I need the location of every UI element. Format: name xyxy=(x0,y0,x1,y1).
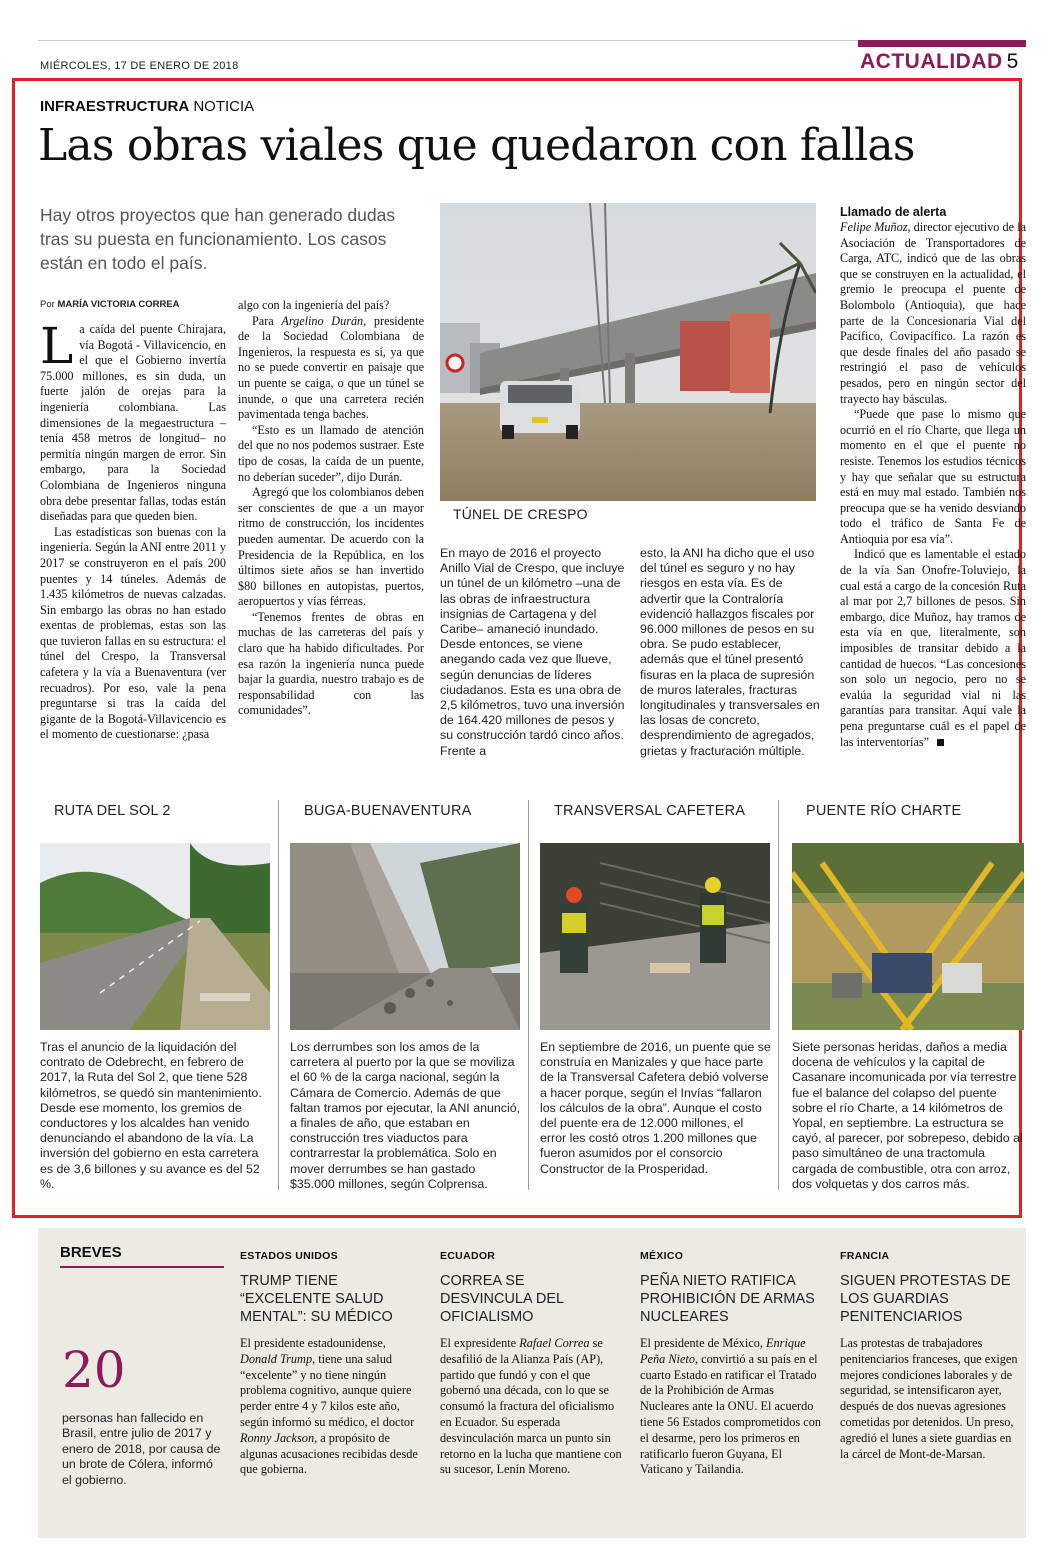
brief-country-mexico: MÉXICO xyxy=(640,1250,684,1262)
breves-underline xyxy=(60,1266,224,1268)
brief-body-usa xyxy=(240,1336,422,1478)
brief-text: , a propósito de algunas acusaciones recibidas desde que gobierna. xyxy=(240,1430,418,1477)
issue-date: MIÉRCOLES, 17 DE ENERO DE 2018 xyxy=(40,60,239,72)
brief-text: , convirtió a su país en el cuarto Estado en ratificar el Tratado de la Prohibición de Armas Nucleares ante la ONU. El acuerdo tiene 56 Estados comprometidos con el desarme, pero los primeros en ratificarlo fueron Guyana, El Vaticano y Tailandia. xyxy=(640,1351,822,1477)
drop-cap: L xyxy=(40,317,74,375)
article-kicker xyxy=(40,98,254,115)
box-text-rio-charte: Siete personas heridas, daños a media docena de vehículos y la capital de Casanare incomunicada por vía terrestre fue el balance del colapso del puente sobre el río Charte, a 14 kilómetros de Yopal, en septiembre. La estructura se cayó, al parecer, por sobrepeso, debido al paso simultáneo de una tractomula cargada de combustible, otra con arroz, dos volquetas y dos carros más. xyxy=(792,1040,1023,1191)
kicker-topic: INFRAESTRUCTURA xyxy=(40,98,190,115)
byline-prefix: Por xyxy=(40,299,58,310)
brief-person: Enrique Peña Nieto xyxy=(640,1336,806,1366)
alert-paragraph xyxy=(840,220,1026,407)
tunnel-photo xyxy=(440,203,816,501)
box-text-transversal: En septiembre de 2016, un puente que se construía en Manizales y que hace parte de la Transversal Cafetera debió volverse a hacer porque, según el Invías “fallaron los cálculos de la obra”. Aunque el costo del puente era de 12.000 millones, el error les costó otros 1.200 millones que fueron asumidos por el consorcio Constructor de la Prosperidad. xyxy=(540,1040,771,1176)
paragraph-text: , director ejecutivo de la Asociación de Transportadores de Carga, ATC, indicó que de las obras que se construyen en la actualidad, el gremio le preocupa el puente de Bolombolo (Antioquia), que hace parte de la Concesionaria Vial del Pacífico, Covipacífico. La razón es que desde finales del año pasado se restringió el paso de vehículos pesados, pero en ningún sector del trayecto hay básculas. xyxy=(840,220,1026,406)
transversal-photo xyxy=(540,843,770,1030)
brief-title-mexico: PEÑA NIETO RATIFICA PROHIBICIÓN DE ARMAS NUCLEARES xyxy=(640,1273,815,1325)
section-name: ACTUALIDAD xyxy=(860,50,1003,73)
rio-charte-photo xyxy=(792,843,1024,1030)
article-column-1 xyxy=(40,317,226,743)
article-paragraph xyxy=(238,314,424,423)
brief-title-ecuador: CORREA SE DESVINCULA DEL OFICIALISMO xyxy=(440,1273,564,1325)
breves-big-number: 20 xyxy=(62,1341,126,1399)
brief-country-usa: ESTADOS UNIDOS xyxy=(240,1250,338,1262)
section-tab-bar xyxy=(858,40,1026,47)
paragraph-text: Indicó que es lamentable el estado de la vía San Onofre-Toluviejo, la cual está a cargo de la concesión Ruta al mar por 2,7 billones de pesos. Sin embargo, dice Muñoz, hay tramos de esta vía en que, literalmente, son imposibles de transitar debido a la cantidad de huecos. “Las concesiones son solo un negocio, pero no se evalúa la seguridad vial ni las garantías para transitar. Aquí vale la pena preguntarse cuál es el papel de las interventorías” xyxy=(840,547,1026,749)
brief-country-francia: FRANCIA xyxy=(840,1250,890,1262)
box-text-ruta-del-sol: Tras el anuncio de la liquidación del contrato de Odebrecht, en febrero de 2017, la Ruta del Sol 2, que tiene 528 kilómetros, se quedó sin mantenimiento. Desde ese momento, los gremios de conductores y los alcaldes han venido denunciando el abandono de la vía. La inversión del gobierno en esta carretera es de 3,6 billones y su avance es del 52 %. xyxy=(40,1040,262,1191)
article-paragraph: “Tenemos frentes de obras en muchas de las carreteras del país y claro que ha habido dificultades. Por esa razón la ingeniería nunca puede bajar la guardia, nuestro trabajo es de responsabilidad con las comunidades”. xyxy=(238,609,424,718)
byline xyxy=(40,299,180,310)
article-paragraph: Agregó que los colombianos deben ser conscientes de que a un mayor ritmo de construcción, los incidentes pueden aumentar. De acuerdo con la Presidencia de la República, en los últimos siete años se han invertido $80 billones en autopistas, puertos, aeropuertos y vías férreas. xyxy=(238,485,424,609)
brief-person: Ronny Jackson xyxy=(240,1430,315,1445)
quoted-person: Argelino Durán xyxy=(281,313,364,328)
box-text-buga: Los derrumbes son los amos de la carretera al puerto por la que se moviliza el 60 % de la carga nacional, según la Cámara de Comercio. Además de que faltan tramos por ejecutar, la ANI anunció, a finales de año, que estaban en construcción tres viaductos para contrarrestar la problemática. Solo en mover derrumbes se han gastado $35.000 millones, según Colprensa. xyxy=(290,1040,521,1191)
brief-person: Donald Trump xyxy=(240,1351,313,1366)
alert-heading: Llamado de alerta xyxy=(840,205,947,219)
end-mark-icon xyxy=(937,739,944,746)
kicker-type: NOTICIA xyxy=(189,98,255,115)
article-paragraph: algo con la ingeniería del país? xyxy=(238,298,390,312)
brief-person: Rafael Correa xyxy=(519,1336,590,1350)
section-header xyxy=(860,50,1019,74)
brief-text: El expresidente xyxy=(440,1336,520,1350)
alert-column xyxy=(840,220,1026,750)
article-paragraph: Las estadísticas son buenas con la ingeniería. Según la ANI entre 2011 y 2017 se construyeron en el país 200 puentes y 14 túneles. Además de 1.435 kilómetros de nuevas calzadas. Sin embargo las obras no han estado exentas de problemas, estas son las que tuvieron fallas en su estructura: el túnel del Crespo, la Transversal cafetera y la vía a Buenaventura (ver recuadros). Por eso, vale la pena preguntarse si tras la caída del gigante de la Bogotá-Villavicencio es el momento de cuestionarse: ¿pasa xyxy=(40,524,226,742)
tunnel-column-a: En mayo de 2016 el proyecto Anillo Vial de Crespo, que incluye un túnel de un kilómetro –una de las obras de infraestructura insignias de Cartagena y del Caribe– amaneció inundado. Desde entonces, se viene anegando cada vez que llueve, según denuncias de líderes ciudadanos. Esta es una obra de 2,5 kilómetros, tuvo una inversión de 164.420 millones de pesos y su construcción tardó cinco años. Frente a xyxy=(440,546,625,758)
box-title-rio-charte: PUENTE RÍO CHARTE xyxy=(806,803,962,819)
brief-body-francia: Las protestas de trabajadores penitenciarios franceses, que exigen mejores condiciones laborales y de seguridad, se intensificaron ayer, después de dos nuevas agresiones cometidas por detenidos. Un preso, agredió el lunes a siete guardias en la cárcel de Mont-de-Marsan. xyxy=(840,1336,1018,1461)
buga-photo xyxy=(290,843,520,1030)
box-title-ruta-del-sol: RUTA DEL SOL 2 xyxy=(54,803,171,819)
brief-text: El presidente estadounidense, xyxy=(240,1336,386,1350)
box-title-buga: BUGA-BUENAVENTURA xyxy=(304,803,472,819)
brief-text: , tiene una salud “excelente” y no tiene ningún problema cognitivo, aunque quiere perder entre 4 y 7 kilos este año, según informó su médico, el doctor xyxy=(240,1351,415,1429)
box-divider xyxy=(278,800,279,1190)
brief-text: se desafilió de la Alianza País (AP), partido que fundó y con el que gobernó una década, con lo que se consumó la fractura del oficialismo en Ecuador. Su esperada desvinculación marca un punto sin retorno en la lucha que mantiene con su sucesor, Lenín Moreno. xyxy=(440,1336,622,1477)
box-title-transversal: TRANSVERSAL CAFETERA xyxy=(554,803,746,819)
alert-paragraph xyxy=(840,547,1026,750)
tunnel-column-b: esto, la ANI ha dicho que el uso del túnel es seguro y no hay riesgos en esta vía. Es de advertir que la Contraloría evidenció hallazgos fiscales por 96.000 millones de pesos en su obra. Se pudo establecer, además que el túnel presentó fisuras en la placa de supresión de muros laterales, fracturas longitudinales y transversales en las losas de concreto, desprendimiento de agregados, grietas y fracturación múltiple. xyxy=(640,546,820,758)
paragraph-text: a caída del puente Chirajara, vía Bogotá - Villavicencio, en el que el Gobierno invertía 75.000 millones, es sin duda, un fuerte jalón de orejas para la ingeniería colombiana. Las dimensiones de la megaestructura –tenía 458 metros de longitud– no permitía ningún margen de error. Sin embargo, para la Sociedad Colombiana de Ingenieros ninguna obra debe presentar fallas, todas están diseñadas para que queden bien. xyxy=(40,322,226,524)
article-paragraph xyxy=(40,317,226,525)
page-number: 5 xyxy=(1006,50,1019,73)
brief-country-ecuador: ECUADOR xyxy=(440,1250,496,1262)
paragraph-text: , presidente de la Sociedad Colombiana de Ingenieros, la respuesta es sí, ya que no se puede convertir en paisaje que un puente se caiga, o que un túnel se inunde, o que una carretera recién pavimentada tenga baches. xyxy=(238,313,424,422)
breves-label: BREVES xyxy=(60,1244,122,1261)
quoted-person: Felipe Muñoz xyxy=(840,220,908,234)
article-headline: Las obras viales que quedaron con fallas xyxy=(38,120,915,171)
ruta-del-sol-photo xyxy=(40,843,270,1030)
brief-title-usa: TRUMP TIENE “EXCELENTE SALUD MENTAL”: SU MÉDICO xyxy=(240,1273,393,1325)
paragraph-text: Para xyxy=(252,313,282,328)
tunnel-caption: TÚNEL DE CRESPO xyxy=(453,506,588,522)
article-dek: Hay otros proyectos que han generado dudas tras su puesta en funcionamiento. Los casos están en todo el país. xyxy=(40,205,396,273)
article-paragraph: “Esto es un llamado de atención del que no nos podemos sustraer. Este tipo de cosas, la caída de un puente, no deberían suceder”, dijo Durán. xyxy=(238,422,424,484)
breves-number-text: personas han fallecido en Brasil, entre julio de 2017 y enero de 2018, por causa de un brote de Cólera, informó el gobierno. xyxy=(62,1411,221,1487)
brief-body-ecuador xyxy=(440,1336,622,1478)
box-divider xyxy=(528,800,529,1190)
brief-body-mexico xyxy=(640,1336,822,1478)
brief-title-francia: SIGUEN PROTESTAS DE LOS GUARDIAS PENITENCIARIOS xyxy=(840,1273,1011,1325)
box-divider xyxy=(778,800,779,1190)
alert-paragraph: “Puede que pase lo mismo que ocurrió en el río Charte, que llega un momento en el que el puente no resiste. Tenemos los estudios técnicos y hay que señalar que su estructura está en muy mal estado. También nos preocupa que se ha venido desviando todo el tráfico de Santa Fe de Antioquia por esa vía”. xyxy=(840,407,1026,546)
byline-author: MARÍA VICTORIA CORREA xyxy=(57,299,180,310)
brief-text: El presidente de México, xyxy=(640,1336,767,1350)
article-column-2 xyxy=(238,298,424,719)
